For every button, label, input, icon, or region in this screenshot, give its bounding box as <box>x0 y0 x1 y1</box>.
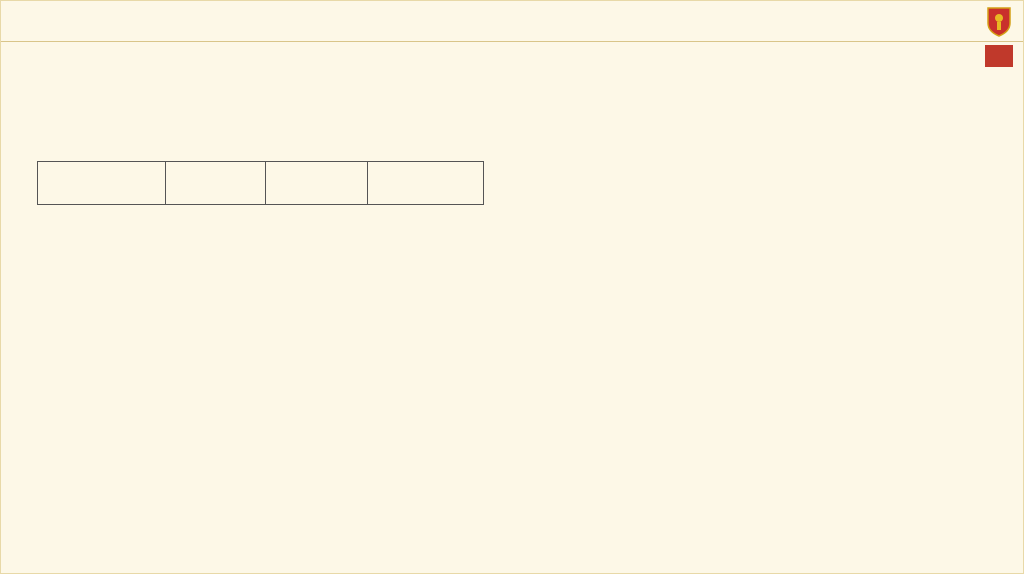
bar-chart <box>491 201 1011 506</box>
page-number <box>985 45 1013 67</box>
column-header <box>38 162 166 205</box>
column-header <box>368 162 484 205</box>
results-table <box>37 161 484 205</box>
table-header-row <box>38 162 484 205</box>
column-header <box>266 162 368 205</box>
header-divider <box>1 41 1023 42</box>
coat-of-arms-icon <box>985 5 1013 37</box>
column-header <box>166 162 266 205</box>
